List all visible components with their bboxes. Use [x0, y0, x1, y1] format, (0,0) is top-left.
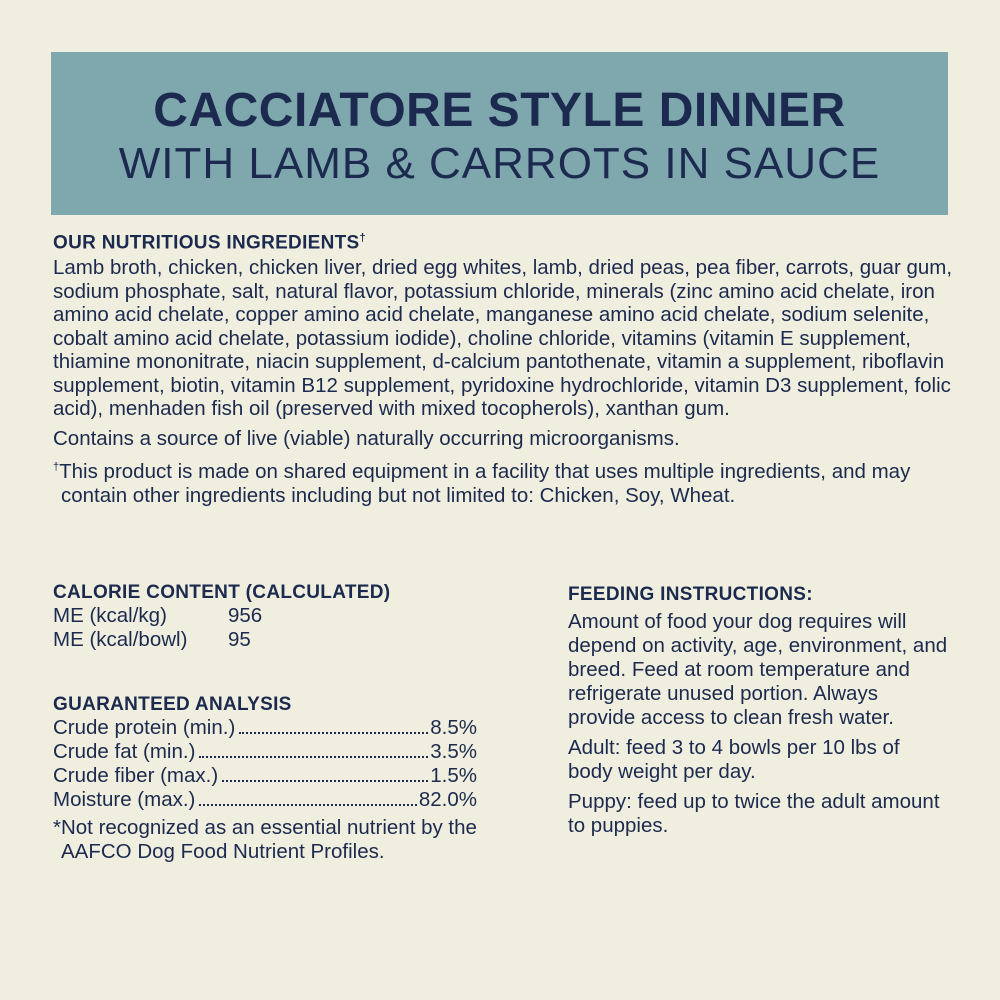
calorie-label: ME (kcal/bowl) — [53, 628, 188, 651]
analysis-label: Crude protein (min.) — [53, 716, 236, 739]
ingredients-heading-text: OUR NUTRITIOUS INGREDIENTS — [53, 232, 360, 254]
calorie-row — [53, 604, 473, 628]
feeding-paragraph: Puppy: feed up to twice the adult amount to puppies. — [568, 790, 940, 837]
analysis-value: 82.0% — [418, 788, 477, 811]
analysis-value: 1.5% — [430, 764, 477, 787]
analysis-label: Moisture (max.) — [53, 788, 196, 811]
guaranteed-analysis-section — [53, 694, 477, 864]
ingredients-heading-mark: † — [359, 232, 366, 244]
calorie-value: 95 — [228, 628, 251, 651]
calorie-heading: CALORIE CONTENT (CALCULATED) — [53, 582, 391, 603]
title-banner — [51, 52, 948, 215]
dot-leader — [222, 780, 428, 782]
feeding-section — [568, 584, 948, 838]
analysis-row — [53, 740, 477, 764]
analysis-row — [53, 788, 477, 812]
dot-leader — [199, 804, 416, 806]
allergen-disclaimer — [53, 456, 953, 507]
probiotic-note: Contains a source of live (viable) naturally occurring microorganisms. — [53, 426, 680, 450]
calorie-section — [53, 582, 473, 652]
product-subtitle: WITH LAMB & CARROTS IN SAUCE — [118, 139, 881, 188]
aafco-footnote: *Not recognized as an essential nutrient by the AAFCO Dog Food Nutrient Profiles. — [53, 816, 477, 863]
calorie-label: ME (kcal/kg) — [53, 604, 167, 627]
analysis-row — [53, 764, 477, 788]
analysis-value: 8.5% — [430, 716, 477, 739]
analysis-value: 3.5% — [430, 740, 477, 763]
feeding-paragraph: Adult: feed 3 to 4 bowls per 10 lbs of body weight per day. — [568, 736, 900, 783]
disclaimer-mark: † — [53, 461, 60, 474]
dot-leader — [199, 756, 428, 758]
ingredients-section — [53, 232, 953, 507]
calorie-value: 956 — [228, 604, 263, 627]
ingredients-list: Lamb broth, chicken, chicken liver, dried egg whites, lamb, dried peas, pea fiber, carrots, guar gum, sodium phosphate, salt, natural flavor, potassium chloride, minerals (zinc amino acid chelate, iron amino acid chelate, copper amino acid chelate, manganese amino acid chelate, sodium selenite, cobalt amino acid chelate, potassium iodide), choline chloride, vitamins (vitamin E supplement, thiamine mononitrate, niacin supplement, d-calcium pantothenate, vitamin a supplement, riboflavin supplement, biotin, vitamin B12 supplement, pyridoxine hydrochloride, vitamin D3 supplement, folic acid), menhaden fish oil (preserved with mixed tocopherols), xanthan gum. — [53, 256, 953, 421]
feeding-paragraph: Amount of food your dog requires will depend on activity, age, environment, and breed. Feed at room temperature and refrigerate unused portion. Always provide access to clean fresh water. — [568, 610, 948, 729]
feeding-heading: FEEDING INSTRUCTIONS: — [568, 584, 813, 605]
product-title: CACCIATORE STYLE DINNER — [153, 84, 846, 137]
analysis-row — [53, 716, 477, 740]
analysis-label: Crude fat (min.) — [53, 740, 196, 763]
analysis-heading: GUARANTEED ANALYSIS — [53, 694, 292, 715]
analysis-label: Crude fiber (max.) — [53, 764, 219, 787]
disclaimer-text: This product is made on shared equipment in a facility that uses multiple ingredients, and may contain other ingredients including but not limited to: Chicken, Soy, Wheat. — [59, 460, 911, 507]
calorie-row — [53, 628, 473, 652]
ingredients-heading — [53, 232, 953, 254]
dot-leader — [239, 732, 428, 734]
